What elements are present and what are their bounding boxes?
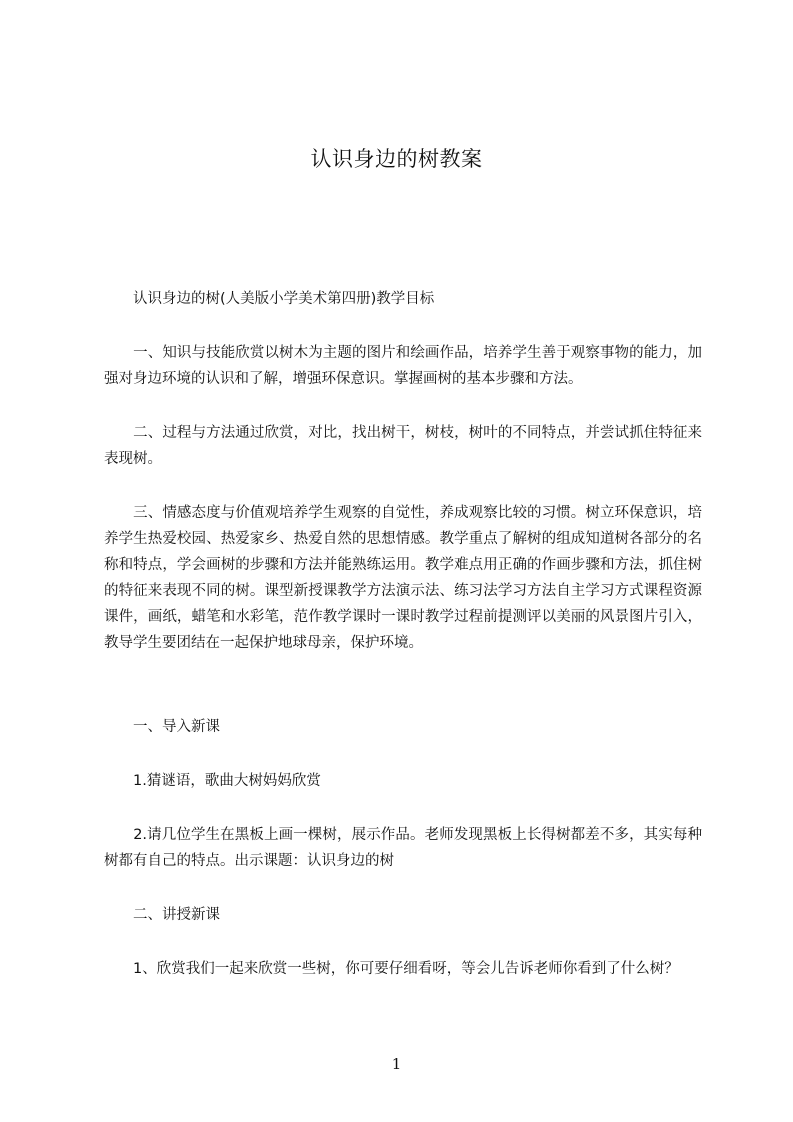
paragraph-goal-2: 二、过程与方法通过欣赏，对比，找出树干，树枝，树叶的不同特点，并尝试抓住特征来表现树。 xyxy=(104,425,702,467)
document-title: 认识身边的树教案 xyxy=(310,147,483,171)
paragraph-goal-1: 一、知识与技能欣赏以树木为主题的图片和绘画作品，培养学生善于观察事物的能力，加强对身边环境的认识和了解，增强环保意识。掌握画树的基本步骤和方法。 xyxy=(104,345,702,387)
paragraph-goal-3: 三、情感态度与价值观培养学生观察的自觉性，养成观察比较的习惯。树立环保意识，培养学生热爱校园、热爱家乡、热爱自然的思想情感。教学重点了解树的组成知道树各部分的名称和特点，学会画树的步骤和方法并能熟练运用。教学难点用正确的作画步骤和方法，抓住树的特征来表现不同的树。课型新授课教学方法演示法、练习法学习方法自主学习方式课程资源课件，画纸，蜡笔和水彩笔，范作教学课时一课时教学过程前提测评以美丽的风景图片引入，教导学生要团结在一起保护地球母亲，保护环境。 xyxy=(104,505,702,651)
heading-section-1: 一、导入新课 xyxy=(104,719,220,735)
page-number: 1 xyxy=(391,1055,402,1073)
paragraph-intro: 认识身边的树(人美版小学美术第四册)教学目标 xyxy=(104,291,435,307)
paragraph-step-1: 1.猜谜语，歌曲大树妈妈欣赏 xyxy=(104,773,321,789)
paragraph-step-3: 1、欣赏我们一起来欣赏一些树，你可要仔细看呀，等会儿告诉老师你看到了什么树？ xyxy=(104,961,679,977)
heading-section-2: 二、讲授新课 xyxy=(104,907,220,923)
paragraph-step-2: 2.请几位学生在黑板上画一棵树，展示作品。老师发现黑板上长得树都差不多，其实每种树都有自己的特点。出示课题：认识身边的树 xyxy=(104,827,702,869)
